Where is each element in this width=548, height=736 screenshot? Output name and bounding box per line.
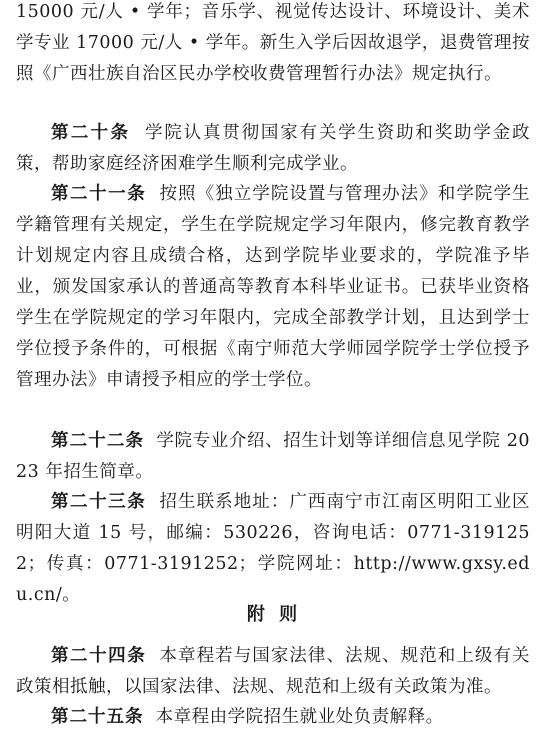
article-text: 招生联系地址：广西南宁市江南区明阳工业区明阳大道 15 号，邮编：530226，咨询电话：0771-3191252；传真：0771-3191252；学院网址：http://www.gxsy.edu.cn/。 (16, 492, 530, 605)
article-number: 第二十四条 (51, 646, 147, 666)
article-21 (16, 179, 530, 396)
article-text: 本章程由学院招生就业处负责解释。 (155, 707, 444, 727)
tuition-fee-paragraph (16, 0, 530, 90)
article-text: 学院专业介绍、招生计划等详细信息见学院 2023 年招生简章。 (16, 431, 530, 482)
article-20 (16, 118, 530, 180)
article-text: 按照《独立学院设置与管理办法》和学院学生学籍管理有关规定，学生在学院规定学习年限内，修完教育教学计划规定内容且成绩合格，达到学院毕业要求的，学院准予毕业，颁发国家承认的普通高等教育本科毕业证书。已获毕业资格学生在学院规定的学习年限内，完成全部教学计划，且达到学士学位授予条件的，可根据《南宁师范大学师园学院学士学位授予管理办法》申请授予相应的学士学位。 (16, 184, 530, 390)
article-number: 第二十条 (51, 123, 131, 143)
article-number: 第二十二条 (51, 431, 145, 451)
article-22 (16, 426, 530, 488)
article-text: 本章程若与国家法律、法规、规范和上级有关政策相抵触，以国家法律、法规、规范和上级有关政策为准。 (16, 646, 530, 697)
article-24 (16, 641, 530, 703)
paragraph-text: 15000 元/人 • 学年；音乐学、视觉传达设计、环境设计、美术学专业 17000 元/人 • 学年。新生入学后因故退学，退费管理按照《广西壮族自治区民办学校收费管理暂行办法》规定执行。 (16, 2, 530, 84)
article-25 (16, 702, 530, 733)
appendix-heading: 附 则 (246, 604, 302, 625)
article-number: 第二十一条 (51, 184, 147, 204)
article-text: 学院认真贯彻国家有关学生资助和奖助学金政策，帮助家庭经济困难学生顺利完成学业。 (16, 123, 531, 174)
article-number: 第二十三条 (51, 492, 147, 512)
article-23 (16, 487, 530, 611)
article-number: 第二十五条 (51, 707, 144, 727)
